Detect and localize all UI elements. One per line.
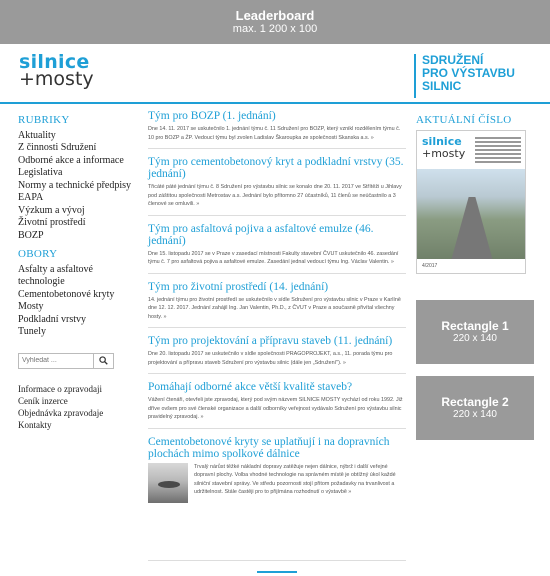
sidebar-item-zivotni-prostredi[interactable]: Životní prostředí [18, 217, 86, 228]
article-item [148, 335, 406, 374]
right-sidebar [416, 114, 534, 440]
rubriky-list [18, 130, 136, 243]
sidebar-item-asfalty[interactable]: Asfalty a asfaltové technologie [18, 263, 93, 287]
link-objednavka[interactable]: Objednávka zpravodaje [18, 407, 104, 418]
sidebar-item-podkladni[interactable]: Podkladní vrstvy [18, 313, 87, 325]
article-body [148, 463, 406, 503]
rect1-size: 220 x 140 [453, 333, 497, 344]
sidebar-item-vyzkum[interactable]: Výzkum a vývoj [18, 204, 85, 216]
article-item [148, 381, 406, 429]
sidebar-item-odborne-akce[interactable]: Odborné akce a informace [18, 154, 124, 166]
partner-logo[interactable] [414, 54, 539, 98]
article-title[interactable]: Tým pro asfaltová pojiva a asfaltové emulze (46. jednání) [148, 222, 374, 247]
article-excerpt: Trvalý nárůst těžké nákladní dopravy zatěžuje nejen dálnice, nýbrž i další veřejné dopravní plochy. Volba vhodné technologie na správném místě je obtížný úkol každé silniční stavební správy. Ve středu pozornosti stojí přitom požadavky na trvanlivost a udržitelnost. Stále častěji pro to přijímána rozhodnutí o výstavbě » [194, 463, 396, 495]
obory-heading: OBORY [18, 248, 58, 260]
article-title[interactable]: Pomáhají odborné akce větší kvalitě staveb? [148, 381, 353, 393]
article-list [148, 110, 406, 516]
article-excerpt: 14. jednání týmu pro životní prostředí se uskutečnilo v sídle Sdružení pro výstavbu silnic v Praze v Karlíně dne 12. 12. 2017. Jednání zahájil Ing. Jan Valentin, Ph.D., z ČVUT v Praze a současně přivítal všechny hosty. » [148, 296, 401, 320]
sidebar-item-normy[interactable]: Normy a technické předpisy [18, 179, 132, 191]
search-icon [99, 356, 108, 365]
current-issue-heading: AKTUÁLNÍ ČÍSLO [416, 114, 512, 126]
cover-title-line-2: +mosty [422, 147, 466, 160]
partner-line-3: SILNIC [422, 79, 462, 93]
sidebar-item-z-cinnosti[interactable]: Z činnosti Sdružení [18, 142, 97, 153]
magazine-cover[interactable] [416, 130, 526, 274]
article-item [148, 223, 406, 274]
article-title[interactable]: Tým pro životní prostředí (14. jednání) [148, 280, 329, 293]
site-header [0, 44, 550, 102]
article-title[interactable]: Tým pro cementobetonový kryt a podkladní vrstvy (35. jednání) [148, 156, 404, 180]
partner-line-2: PRO VÝSTAVBU [422, 66, 515, 80]
article-excerpt: Dne 14. 11. 2017 se uskutečnilo 1. jednání týmu č. 11 Sdružení pro BOZP, který vznikl rozdělením týmu č. 10 pro BOZP a ŽP. Vedoucí týmu byl zvolen Ladislav Škaroupka ze společnosti Skanska a.s. » [148, 126, 401, 141]
cover-contents [475, 137, 521, 165]
article-item [148, 156, 406, 216]
rectangle-ad-2[interactable] [416, 376, 534, 440]
article-item [148, 281, 406, 329]
logo-line-1: silnice [19, 51, 90, 73]
article-title[interactable]: Tým pro projektování a přípravu staveb (11. jednání) [148, 335, 393, 347]
article-title[interactable]: Cementobetonové kryty se uplatňují i na dopravních plochách mimo spolkové dálnice [148, 435, 390, 460]
sidebar-item-bozp[interactable]: BOZP [18, 229, 44, 241]
logo-line-2: +mosty [19, 68, 94, 90]
article-item [148, 110, 406, 149]
cover-title-line-1: silnice [422, 135, 462, 148]
rect2-size: 220 x 140 [453, 409, 497, 420]
rect2-title: Rectangle 2 [441, 395, 509, 409]
partner-line-1: SDRUŽENÍ [422, 53, 484, 67]
sidebar-item-mosty[interactable]: Mosty [18, 301, 44, 312]
sidebar-item-tunely[interactable]: Tunely [18, 326, 46, 337]
sidebar-item-aktuality[interactable]: Aktuality [18, 129, 56, 141]
article-title[interactable]: Tým pro BOZP (1. jednání) [148, 110, 276, 122]
sidebar-item-cementobetonove[interactable]: Cementobetonové kryty [18, 288, 115, 300]
search-box [18, 353, 114, 369]
article-excerpt: Třicáté páté jednání týmu č. 8 Sdružení pro výstavbu silnic se konalo dne 20. 11. 2017 ve Střítěži u Jihlavy pod záštitou společnosti Metrostav a.s. Jednání bylo přítomno 27 účastníků, 11 členů se neúčastnilo a 3 členové se omluvili. » [148, 184, 402, 207]
leaderboard-title: Leaderboard [235, 8, 315, 23]
search-input[interactable] [19, 354, 91, 368]
sidebar-item-eapa[interactable]: EAPA [18, 192, 44, 203]
article-item [148, 436, 406, 509]
link-kontakty[interactable]: Kontakty [18, 419, 52, 430]
article-excerpt: Dne 15. listopadu 2017 se v Praze v zasedací místnosti Fakulty stavební ČVUT uskutečnilo 46. zasedání týmu č. 7 pro asfaltová pojiva a asfaltové emulze. Zasedání jednal vedoucí týmu Ing. Václav Valentin. » [148, 250, 399, 265]
search-button[interactable] [93, 354, 113, 368]
rubriky-heading: RUBRIKY [18, 114, 70, 126]
link-cenik[interactable]: Ceník inzerce [18, 395, 68, 406]
leaderboard-size: max. 1 200 x 100 [232, 23, 318, 35]
article-excerpt: Dne 20. listopadu 2017 se uskutečnilo v sídle společnosti PRAGOPROJEKT, a.s., 11. porada týmu pro projektování a přípravu staveb Sdružení pro výstavbu silnic (dále jen „Sdružení"). » [148, 351, 393, 366]
leaderboard-ad[interactable] [0, 0, 550, 44]
footer-links [18, 383, 136, 431]
link-informace[interactable]: Informace o zpravodaji [18, 383, 102, 394]
site-logo[interactable] [19, 51, 94, 90]
header-divider [0, 102, 550, 104]
cover-issue: 4/2017 [417, 259, 526, 273]
left-sidebar [18, 114, 136, 431]
rect1-title: Rectangle 1 [441, 319, 509, 333]
sidebar-item-legislativa[interactable]: Legislativa [18, 167, 63, 178]
rectangle-ad-1[interactable] [416, 300, 534, 364]
article-excerpt: Vážení čtenáři, otevřeli jste zpravodaj, který pod svým názvem SILNICE MOSTY vychází od roku 1992. Již dříve ovšem pro své členské organizace a další odborníky veřejnost vydávalo Sdružení pro výstavbu silnic pravidelný zpravodaj. » [148, 397, 403, 420]
obory-list [18, 264, 136, 339]
pagination-divider [148, 560, 406, 576]
article-thumbnail[interactable] [148, 463, 188, 503]
pagination-marker [257, 571, 297, 573]
